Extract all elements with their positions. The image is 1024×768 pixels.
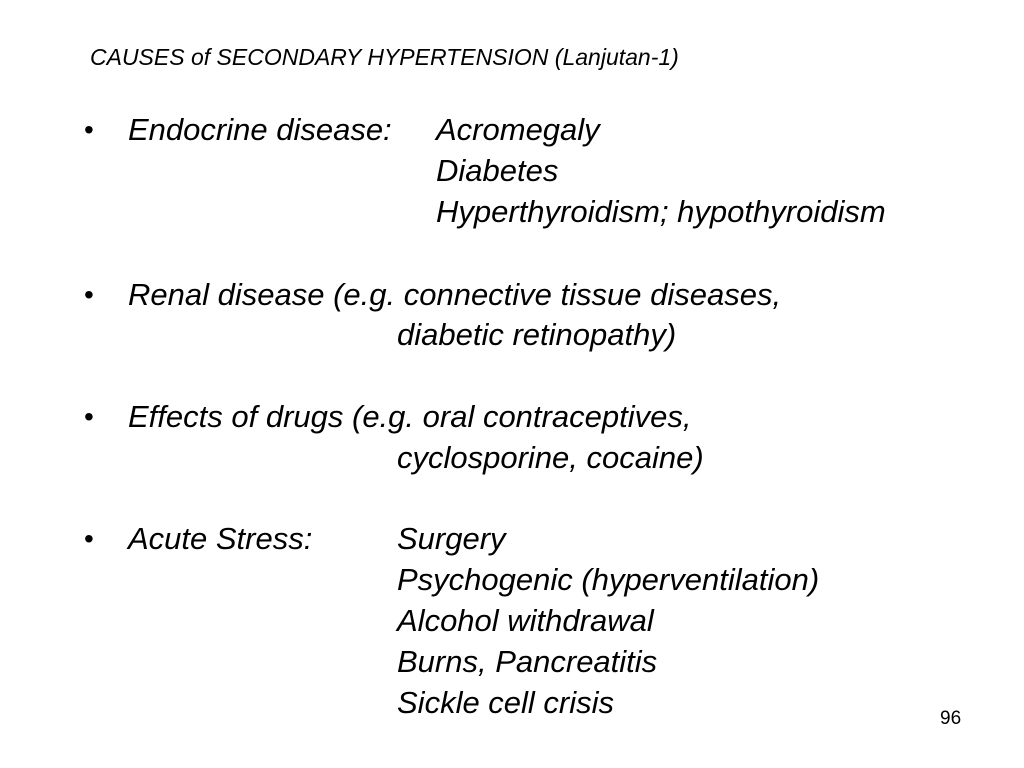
page-number: 96 (940, 708, 962, 729)
acute-stress-item: Surgery (397, 521, 506, 556)
bullet-icon: • (84, 523, 94, 554)
slide-title: CAUSES of SECONDARY HYPERTENSION (Lanjutan-1) (90, 44, 679, 70)
drug-effects-label: Effects of drugs (e.g. oral contraceptives, (128, 399, 692, 434)
acute-stress-item: Alcohol withdrawal (397, 603, 654, 638)
endocrine-disease-label: Endocrine disease: (128, 112, 392, 147)
renal-disease-item: diabetic retinopathy) (397, 317, 677, 352)
bullet-icon: • (84, 401, 94, 432)
renal-disease-label: Renal disease (e.g. connective tissue diseases, (128, 277, 782, 312)
acute-stress-item: Burns, Pancreatitis (397, 644, 658, 679)
bullet-icon: • (84, 279, 94, 310)
acute-stress-label: Acute Stress: (128, 521, 313, 556)
drug-effects-item: cyclosporine, cocaine) (397, 440, 704, 475)
acute-stress-item: Psychogenic (hyperventilation) (397, 562, 820, 597)
endocrine-item: Acromegaly (436, 112, 600, 147)
endocrine-item: Diabetes (436, 153, 559, 188)
endocrine-item: Hyperthyroidism; hypothyroidism (436, 194, 886, 229)
acute-stress-item: Sickle cell crisis (397, 685, 615, 720)
bullet-icon: • (84, 114, 94, 145)
